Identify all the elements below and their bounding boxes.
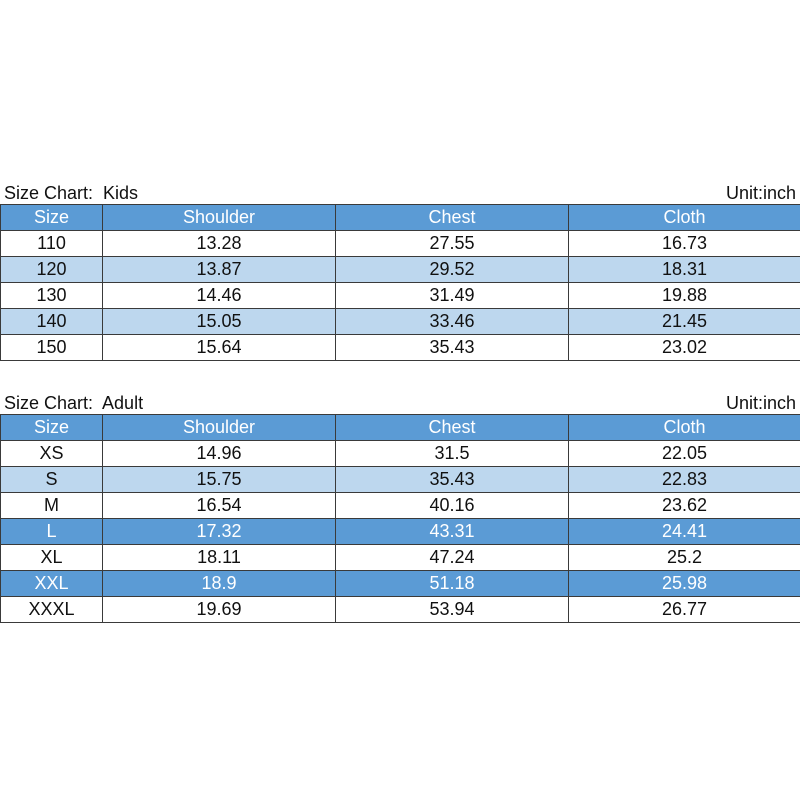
- adult-cell-size: M: [1, 493, 103, 519]
- kids-size-table: [0, 204, 800, 361]
- adult-cell-chest: 40.16: [336, 493, 569, 519]
- kids-table-body: [1, 231, 800, 361]
- adult-chart-title: Size Chart: Adult: [4, 393, 144, 413]
- adult-cell-size: XL: [1, 545, 103, 571]
- adult-cell-chest: 51.18: [336, 571, 569, 597]
- adult-cell-size: XXL: [1, 571, 103, 597]
- table-row: [1, 441, 800, 467]
- adult-header-cloth: Cloth: [569, 415, 800, 441]
- adult-unit-label: Unit:inch: [725, 393, 796, 413]
- adult-cell-chest: 53.94: [336, 597, 569, 623]
- adult-cell-cloth: 25.2: [569, 545, 800, 571]
- kids-header-size: Size: [1, 205, 103, 231]
- kids-chart-title: Size Chart: Kids: [4, 183, 139, 203]
- adult-cell-cloth: 25.98: [569, 571, 800, 597]
- kids-unit-label: Unit:inch: [725, 183, 796, 203]
- kids-cell-shoulder: 13.87: [103, 257, 336, 283]
- kids-cell-cloth: 21.45: [569, 309, 800, 335]
- adult-cell-shoulder: 17.32: [103, 519, 336, 545]
- adult-cell-size: XS: [1, 441, 103, 467]
- table-row: [1, 231, 800, 257]
- kids-size-chart: [0, 180, 800, 361]
- kids-cell-cloth: 16.73: [569, 231, 800, 257]
- table-row: [1, 467, 800, 493]
- table-row: [1, 257, 800, 283]
- table-row: [1, 545, 800, 571]
- kids-cell-cloth: 18.31: [569, 257, 800, 283]
- kids-cell-size: 120: [1, 257, 103, 283]
- adult-header-row: [1, 415, 800, 441]
- kids-header-shoulder: Shoulder: [103, 205, 336, 231]
- adult-cell-cloth: 22.05: [569, 441, 800, 467]
- adult-cell-shoulder: 19.69: [103, 597, 336, 623]
- table-row: [1, 283, 800, 309]
- adult-header-chest: Chest: [336, 415, 569, 441]
- kids-caption-row: [0, 180, 800, 204]
- table-row: [1, 519, 800, 545]
- adult-table-body: [1, 441, 800, 623]
- kids-header-cloth: Cloth: [569, 205, 800, 231]
- kids-cell-shoulder: 15.05: [103, 309, 336, 335]
- adult-cell-chest: 31.5: [336, 441, 569, 467]
- adult-header-shoulder: Shoulder: [103, 415, 336, 441]
- adult-header-size: Size: [1, 415, 103, 441]
- table-row: [1, 597, 800, 623]
- adult-cell-size: XXXL: [1, 597, 103, 623]
- adult-cell-shoulder: 18.11: [103, 545, 336, 571]
- adult-cell-size: L: [1, 519, 103, 545]
- kids-cell-shoulder: 14.46: [103, 283, 336, 309]
- adult-size-table: [0, 414, 800, 623]
- kids-header-row: [1, 205, 800, 231]
- adult-cell-cloth: 24.41: [569, 519, 800, 545]
- kids-cell-chest: 27.55: [336, 231, 569, 257]
- kids-cell-chest: 33.46: [336, 309, 569, 335]
- adult-cell-chest: 35.43: [336, 467, 569, 493]
- adult-cell-cloth: 23.62: [569, 493, 800, 519]
- adult-cell-chest: 47.24: [336, 545, 569, 571]
- table-row: [1, 571, 800, 597]
- kids-cell-size: 140: [1, 309, 103, 335]
- table-row: [1, 309, 800, 335]
- adult-size-chart: [0, 390, 800, 623]
- adult-cell-cloth: 22.83: [569, 467, 800, 493]
- kids-header-chest: Chest: [336, 205, 569, 231]
- kids-cell-chest: 35.43: [336, 335, 569, 361]
- adult-cell-chest: 43.31: [336, 519, 569, 545]
- adult-cell-cloth: 26.77: [569, 597, 800, 623]
- kids-cell-cloth: 19.88: [569, 283, 800, 309]
- kids-cell-cloth: 23.02: [569, 335, 800, 361]
- adult-cell-size: S: [1, 467, 103, 493]
- kids-cell-size: 150: [1, 335, 103, 361]
- kids-cell-size: 110: [1, 231, 103, 257]
- adult-cell-shoulder: 16.54: [103, 493, 336, 519]
- kids-cell-chest: 31.49: [336, 283, 569, 309]
- adult-cell-shoulder: 15.75: [103, 467, 336, 493]
- kids-cell-size: 130: [1, 283, 103, 309]
- kids-cell-shoulder: 15.64: [103, 335, 336, 361]
- adult-cell-shoulder: 14.96: [103, 441, 336, 467]
- table-row: [1, 493, 800, 519]
- kids-cell-shoulder: 13.28: [103, 231, 336, 257]
- adult-caption-row: [0, 390, 800, 414]
- table-row: [1, 335, 800, 361]
- kids-cell-chest: 29.52: [336, 257, 569, 283]
- adult-cell-shoulder: 18.9: [103, 571, 336, 597]
